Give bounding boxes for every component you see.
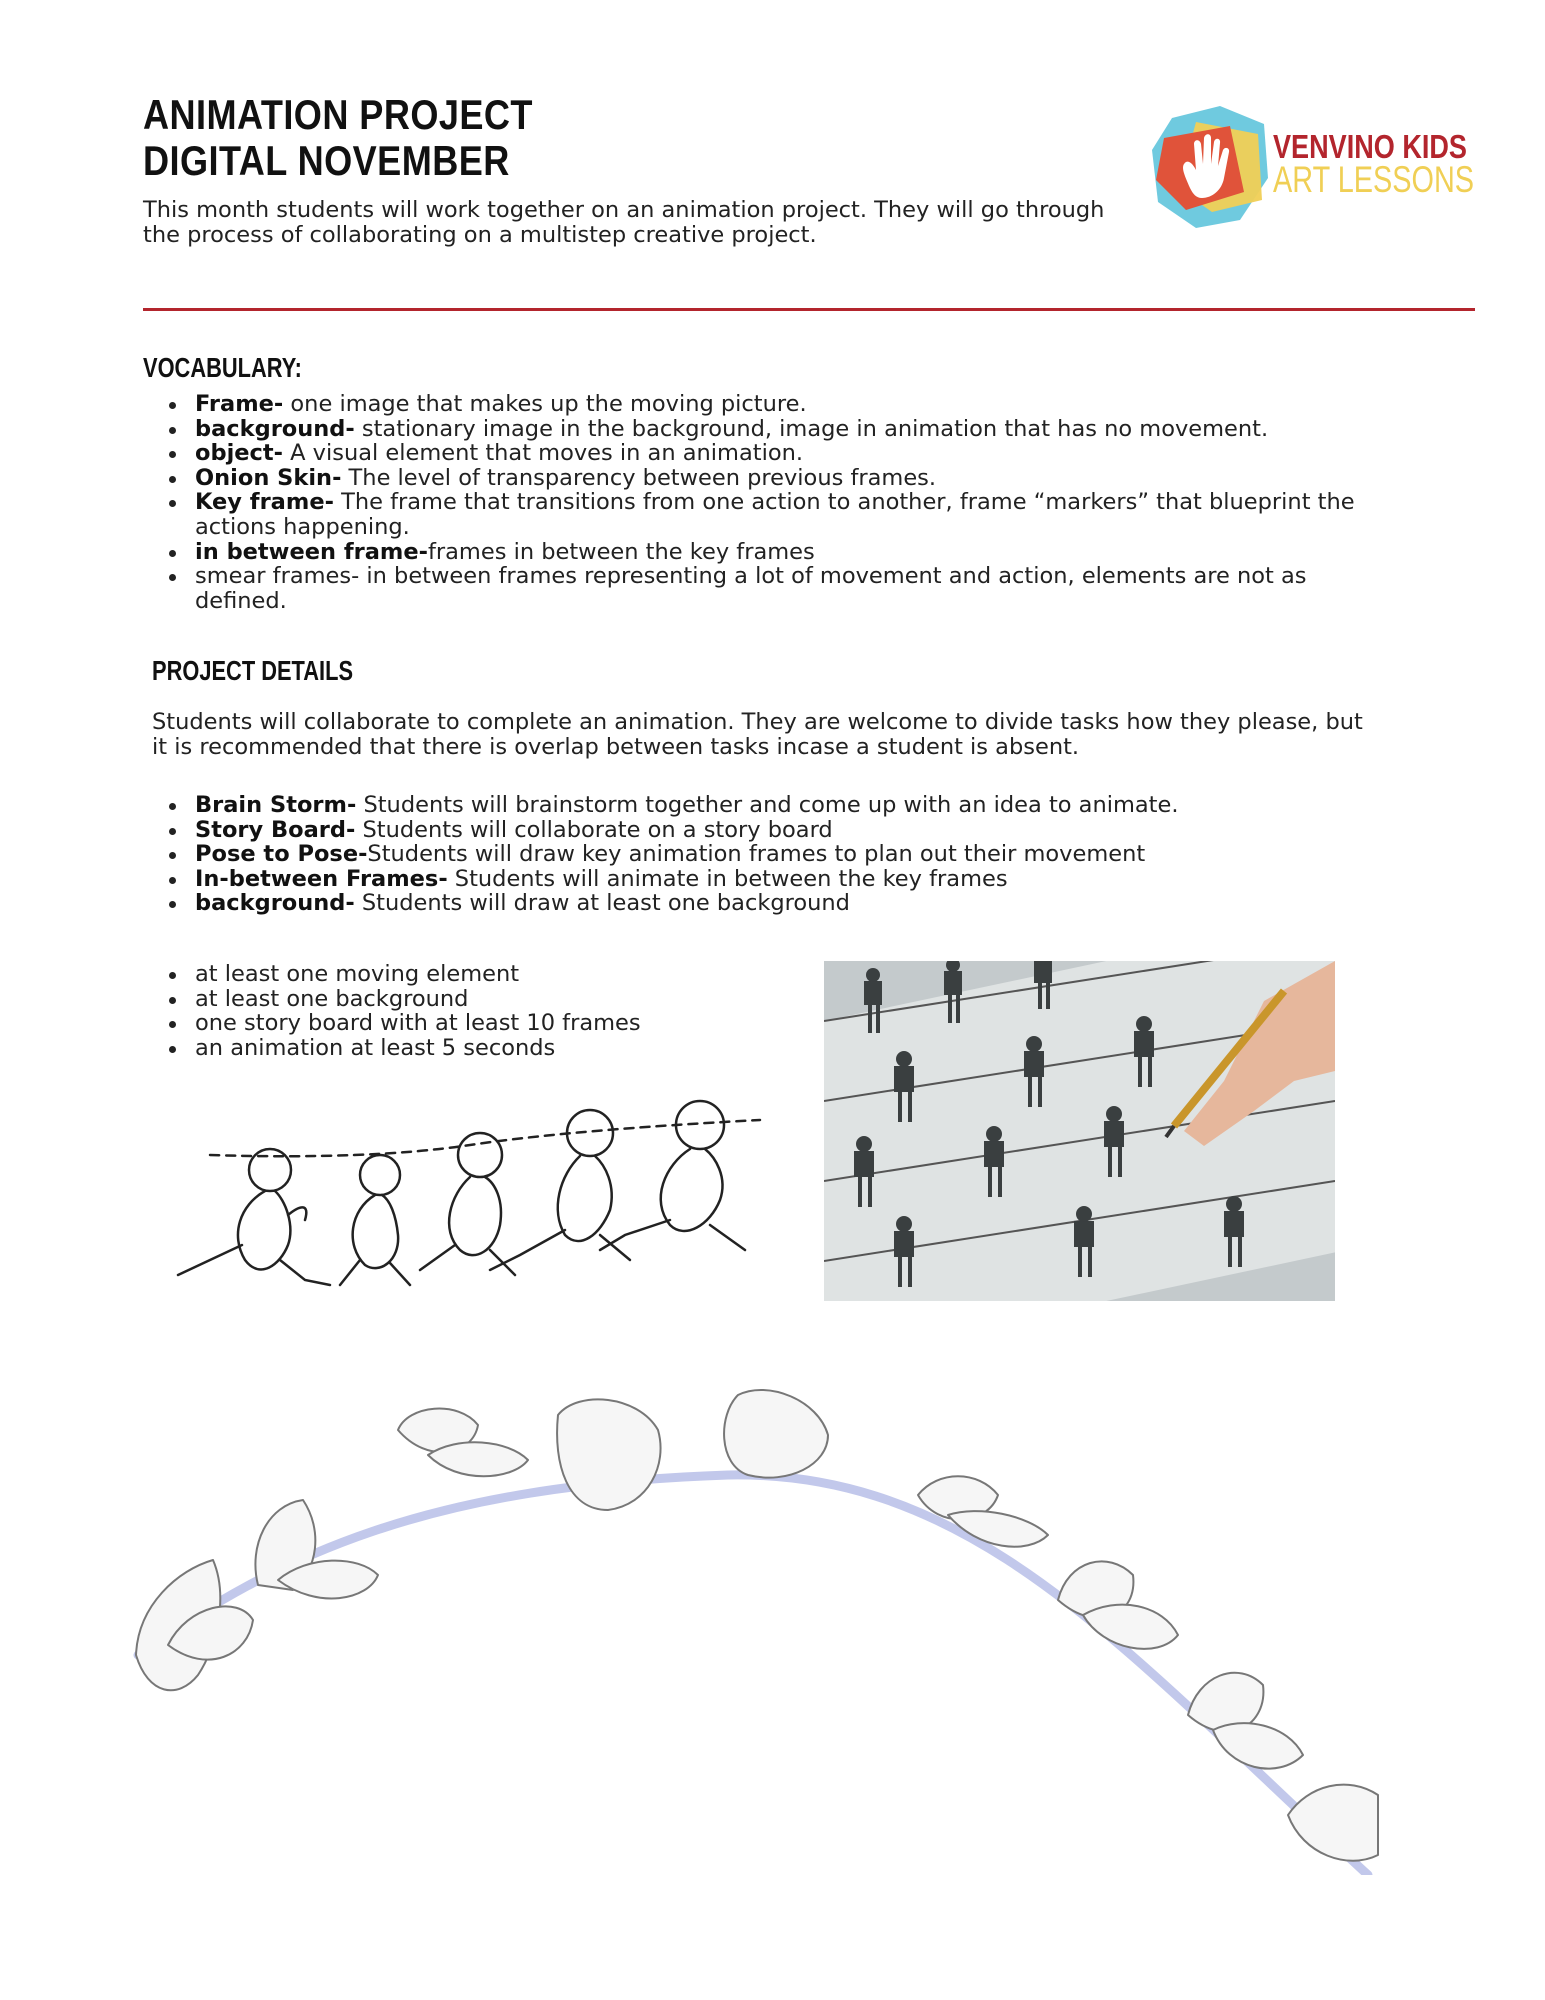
task-item bbox=[143, 793, 1343, 818]
task-item bbox=[143, 867, 1343, 892]
runner-figure bbox=[600, 1101, 745, 1250]
logo-line-2: ART LESSONS bbox=[1273, 159, 1475, 200]
title-line-2: DIGITAL NOVEMBER bbox=[143, 137, 510, 184]
task-item bbox=[143, 818, 1343, 843]
vocab-term: Key frame- bbox=[195, 489, 334, 516]
vocab-term: in between frame- bbox=[195, 538, 428, 565]
requirement-item: an animation at least 5 seconds bbox=[143, 1036, 793, 1061]
runner-figure bbox=[420, 1133, 515, 1275]
intro-paragraph: This month students will work together on an animation project. They will go through the process of collaborating on a multistep creative project. bbox=[143, 197, 1105, 248]
butterfly-figure bbox=[724, 1390, 828, 1478]
task-item bbox=[143, 842, 1343, 867]
vocab-definition: A visual element that moves in an animation. bbox=[282, 440, 804, 467]
runner-figure bbox=[340, 1155, 410, 1285]
butterfly-figure bbox=[136, 1560, 253, 1690]
vocab-definition: one image that makes up the moving picture. bbox=[283, 391, 807, 417]
logo-line-1: VENVINO KIDS bbox=[1273, 128, 1467, 165]
walk-cycle-illustration bbox=[170, 1085, 770, 1300]
section-divider bbox=[143, 308, 1475, 311]
task-definition: Students will draw at least one background bbox=[354, 890, 850, 917]
vocabulary-list bbox=[143, 392, 1363, 613]
hand-logo-icon bbox=[1150, 104, 1270, 234]
requirement-item: at least one moving element bbox=[143, 962, 793, 987]
task-term: background- bbox=[195, 890, 355, 917]
vocab-item bbox=[143, 540, 1363, 565]
vocab-item bbox=[143, 466, 1363, 491]
requirement-item: one story board with at least 10 frames bbox=[143, 1011, 793, 1036]
task-term: Pose to Pose- bbox=[195, 841, 368, 868]
vocab-term: Onion Skin- bbox=[195, 464, 342, 491]
butterfly-arc-illustration bbox=[128, 1355, 1380, 1875]
venvino-logo bbox=[1150, 104, 1475, 234]
project-details-paragraph: Students will collaborate to complete an animation. They are welcome to divide tasks how they please, but it is recommended that there is overlap between tasks incase a student is absent. bbox=[152, 709, 1363, 760]
vocab-item bbox=[143, 441, 1363, 466]
vocab-item bbox=[143, 490, 1363, 539]
vocab-definition: smear frames- in between frames representing a lot of movement and action, elements are not as defined. bbox=[195, 563, 1307, 614]
vocab-term: Frame- bbox=[195, 391, 284, 417]
logo-wordmark bbox=[1273, 128, 1531, 200]
task-definition: Students will animate in between the key frames bbox=[447, 865, 1008, 892]
butterfly-figure bbox=[1188, 1673, 1303, 1769]
vocab-definition: frames in between the key frames bbox=[427, 538, 815, 565]
vocab-item bbox=[143, 392, 1363, 417]
vocab-definition: The frame that transitions from one action to another, frame “markers” that blueprint the actions happening. bbox=[195, 489, 1355, 540]
project-details-heading: PROJECT DETAILS bbox=[152, 655, 354, 686]
butterfly-figure bbox=[557, 1399, 660, 1510]
task-definition: Students will brainstorm together and come up with an idea to animate. bbox=[356, 792, 1179, 818]
vocabulary-heading: VOCABULARY: bbox=[143, 352, 302, 383]
vocab-term: object- bbox=[195, 440, 283, 467]
task-term: In-between Frames- bbox=[195, 865, 448, 892]
requirements-list bbox=[143, 962, 793, 1060]
requirement-item: at least one background bbox=[143, 987, 793, 1012]
task-term: Brain Storm- bbox=[195, 792, 357, 818]
task-definition: Students will draw key animation frames to plan out their movement bbox=[367, 841, 1146, 868]
page-title bbox=[143, 92, 533, 184]
task-term: Story Board- bbox=[195, 816, 356, 843]
butterfly-figure bbox=[398, 1409, 528, 1477]
robot-storyboard-illustration bbox=[824, 961, 1335, 1301]
vocab-definition: stationary image in the background, image in animation that has no movement. bbox=[354, 415, 1269, 442]
task-item bbox=[143, 891, 1343, 916]
tasks-list bbox=[143, 793, 1343, 916]
title-line-1: ANIMATION PROJECT bbox=[143, 91, 533, 138]
vocab-term: background- bbox=[195, 415, 355, 442]
vocab-definition: The level of transparency between previous frames. bbox=[341, 464, 937, 491]
runner-figure bbox=[178, 1149, 330, 1285]
vocab-item bbox=[143, 417, 1363, 442]
butterfly-figure bbox=[918, 1476, 1048, 1546]
butterfly-figure bbox=[1058, 1561, 1178, 1649]
butterfly-figure bbox=[1288, 1785, 1378, 1861]
vocab-item bbox=[143, 564, 1363, 613]
task-definition: Students will collaborate on a story board bbox=[355, 816, 833, 843]
